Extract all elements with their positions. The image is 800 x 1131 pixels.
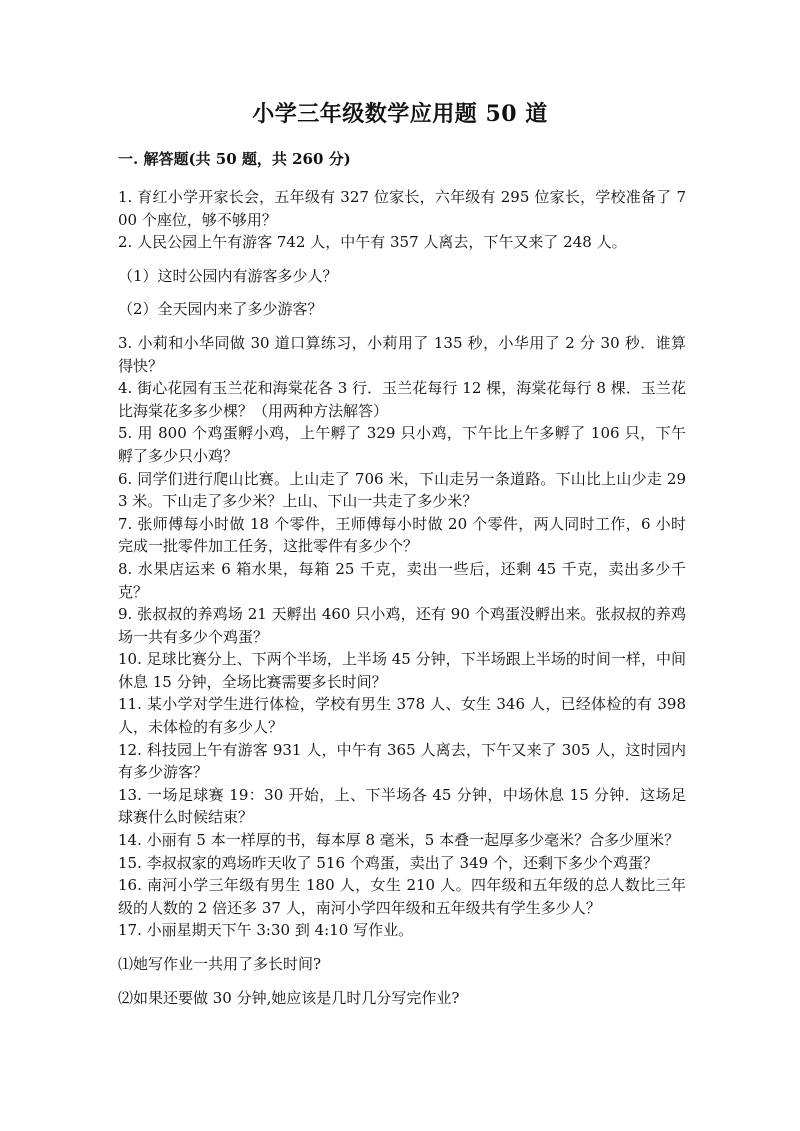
question-17: 17. 小丽星期天下午 3:30 到 4:10 写作业。 <box>118 921 414 940</box>
question-6: 6. 同学们进行爬山比赛。上山走了 706 米，下山走另一条道路。下山比上山少走 293 米。下山走了多少米？上山、下山一共走了多少米？ <box>118 469 686 511</box>
question-4: 4. 街心花园有玉兰花和海棠花各 3 行．玉兰花每行 12 棵，海棠花每行 8 棵．玉兰花比海棠花多多少棵？（用两种方法解答） <box>118 379 686 420</box>
question-16: 16. 南河小学三年级有男生 180 人，女生 210 人。四年级和五年级的总人数比三年级的人数的 2 倍还多 37 人，南河小学四年级和五年级共有学生多少人？ <box>118 876 686 917</box>
question-10: 10. 足球比赛分上、下两个半场，上半场 45 分钟，下半场跟上半场的时间一样，中间休息 15 分钟，全场比赛需要多长时间？ <box>118 650 686 691</box>
question-12: 12. 科技园上午有游客 931 人，中午有 365 人离去，下午又来了 305 人，这时园内有多少游客？ <box>118 740 686 782</box>
section-heading: 一. 解答题(共 50 题，共 260 分) <box>118 150 351 168</box>
question-3: 3. 小莉和小华同做 30 道口算练习，小莉用了 135 秒，小华用了 2 分 30 秒．谁算得快？ <box>118 333 686 375</box>
page-title: 小学三年级数学应用题 50 道 <box>252 101 548 127</box>
question-13: 13. 一场足球赛 19：30 开始，上、下半场各 45 分钟，中场休息 15 分钟．这场足球赛什么时候结束？ <box>118 785 686 827</box>
question-7: 7. 张师傅每小时做 18 个零件，王师傅每小时做 20 个零件，两人同时工作，6 小时完成一批零件加工任务，这批零件有多少个？ <box>118 514 686 556</box>
question-5: 5. 用 800 个鸡蛋孵小鸡，上午孵了 329 只小鸡，下午比上午多孵了 106 只，下午孵了多少只小鸡？ <box>118 424 686 465</box>
question-14: 14. 小丽有 5 本一样厚的书，每本厚 8 毫米，5 本叠一起厚多少毫米？合多少厘米？ <box>118 831 680 850</box>
question-8: 8. 水果店运来 6 箱水果，每箱 25 千克，卖出一些后，还剩 45 千克，卖出多少千克？ <box>118 559 686 601</box>
question-2-part-2: （2）全天园内来了多少游客？ <box>118 300 323 319</box>
question-2-part-1: （1）这时公园内有游客多少人？ <box>118 266 338 285</box>
question-15: 15. 李叔叔家的鸡场昨天收了 516 个鸡蛋，卖出了 349 个，还剩下多少个鸡蛋？ <box>118 853 658 872</box>
question-2: 2. 人民公园上午有游客 742 人，中午有 357 人离去，下午又来了 248 人。 <box>118 233 627 252</box>
question-17-part-1: ⑴她写作业一共用了多长时间? <box>118 955 322 973</box>
question-9: 9. 张叔叔的养鸡场 21 天孵出 460 只小鸡，还有 90 个鸡蛋没孵出来。张叔叔的养鸡场一共有多少个鸡蛋？ <box>118 605 686 646</box>
question-17-part-2: ⑵如果还要做 30 分钟,她应该是几时几分写完作业? <box>118 988 460 1007</box>
question-11: 11. 某小学对学生进行体检，学校有男生 378 人、女生 346 人，已经体检的有 398 人，未体检的有多少人？ <box>118 695 686 737</box>
question-list <box>118 186 686 1009</box>
question-1: 1. 育红小学开家长会，五年级有 327 位家长，六年级有 295 位家长，学校准备了 700 个座位，够不够用？ <box>118 188 686 229</box>
